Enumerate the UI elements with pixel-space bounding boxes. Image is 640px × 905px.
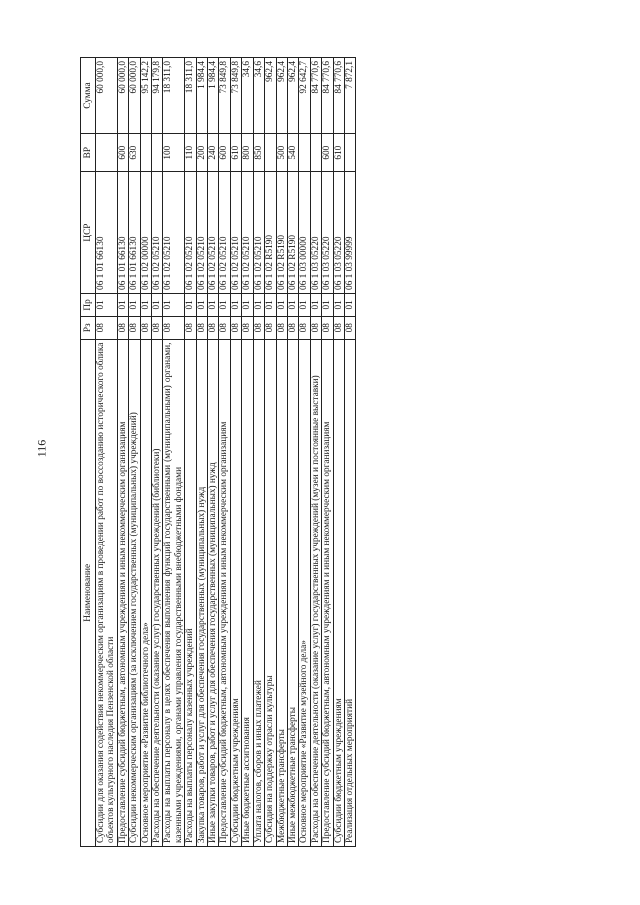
cell-csr: 06 1 02 00000 bbox=[140, 172, 151, 294]
cell-name: Иные бюджетные ассигнования bbox=[242, 339, 253, 846]
cell-sum: 1 984,4 bbox=[208, 58, 219, 134]
cell-rz: 08 bbox=[276, 316, 287, 339]
table-row bbox=[242, 58, 253, 847]
cell-name: Предоставление субсидий бюджетным, автономным учреждениям и иным некоммерческим организациям bbox=[117, 339, 128, 846]
cell-vr: 500 bbox=[276, 134, 287, 172]
cell-sum: 7 872,1 bbox=[344, 58, 355, 134]
table-row bbox=[310, 58, 321, 847]
table-row bbox=[140, 58, 151, 847]
table-row bbox=[299, 58, 310, 847]
cell-name: Межбюджетные трансферты bbox=[276, 339, 287, 846]
cell-vr: 800 bbox=[242, 134, 253, 172]
header-vr: ВР bbox=[81, 134, 96, 172]
cell-sum: 84 770,6 bbox=[310, 58, 321, 134]
table-row bbox=[287, 58, 298, 847]
cell-sum: 962,4 bbox=[276, 58, 287, 134]
cell-rz: 08 bbox=[344, 316, 355, 339]
cell-rz: 08 bbox=[140, 316, 151, 339]
cell-pr: 01 bbox=[265, 293, 276, 316]
rotated-page-content bbox=[80, 57, 560, 847]
table-body bbox=[96, 58, 356, 847]
cell-rz: 08 bbox=[242, 316, 253, 339]
cell-pr: 01 bbox=[253, 293, 264, 316]
cell-csr: 06 1 02 05210 bbox=[219, 172, 230, 294]
cell-name: Субсидии бюджетным учреждениям bbox=[230, 339, 241, 846]
cell-rz: 08 bbox=[333, 316, 344, 339]
header-name: Наименование bbox=[81, 339, 96, 846]
cell-rz: 08 bbox=[163, 316, 185, 339]
cell-sum: 1 984,4 bbox=[196, 58, 207, 134]
table-row bbox=[208, 58, 219, 847]
cell-vr: 610 bbox=[333, 134, 344, 172]
cell-name: Субсидии для оказания содействия некоммерческим организациям в проведении работ по воссозданию исторического облика объектов культурного наследия Пензенской области bbox=[96, 339, 118, 846]
cell-csr: 06 1 02 05210 bbox=[163, 172, 185, 294]
cell-sum: 18 311,0 bbox=[185, 58, 196, 134]
cell-name: Расходы на выплаты персоналу казенных учреждений bbox=[185, 339, 196, 846]
cell-vr: 100 bbox=[163, 134, 185, 172]
cell-rz: 08 bbox=[219, 316, 230, 339]
cell-vr: 600 bbox=[322, 134, 333, 172]
cell-name: Расходы на обеспечение деятельности (оказание услуг) государственных учреждений (музеи и постоянные выставки) bbox=[310, 339, 321, 846]
cell-rz: 08 bbox=[299, 316, 310, 339]
cell-name: Основное мероприятие «Развитие библиотечного дела» bbox=[140, 339, 151, 846]
table-row bbox=[152, 58, 163, 847]
cell-pr: 01 bbox=[322, 293, 333, 316]
table-row bbox=[117, 58, 128, 847]
cell-rz: 08 bbox=[96, 316, 118, 339]
cell-rz: 08 bbox=[253, 316, 264, 339]
cell-pr: 01 bbox=[276, 293, 287, 316]
cell-csr: 06 1 01 66130 bbox=[96, 172, 118, 294]
cell-name: Иные закупки товаров, работ и услуг для обеспечения государственных (муниципальных) нужд bbox=[208, 339, 219, 846]
cell-sum: 34,6 bbox=[253, 58, 264, 134]
cell-rz: 08 bbox=[322, 316, 333, 339]
cell-name: Предоставление субсидий бюджетным, автономным учреждениям и иным некоммерческим организациям bbox=[322, 339, 333, 846]
table-row bbox=[96, 58, 118, 847]
cell-vr: 630 bbox=[129, 134, 140, 172]
cell-csr: 06 1 02 R5190 bbox=[265, 172, 276, 294]
table-row bbox=[185, 58, 196, 847]
cell-csr: 06 1 01 66130 bbox=[117, 172, 128, 294]
cell-rz: 08 bbox=[185, 316, 196, 339]
cell-vr: 850 bbox=[253, 134, 264, 172]
cell-pr: 01 bbox=[287, 293, 298, 316]
header-rz: Рз bbox=[81, 316, 96, 339]
table-row bbox=[129, 58, 140, 847]
cell-vr: 240 bbox=[208, 134, 219, 172]
cell-sum: 73 849,8 bbox=[219, 58, 230, 134]
cell-vr: 540 bbox=[287, 134, 298, 172]
cell-csr: 06 1 02 05210 bbox=[242, 172, 253, 294]
cell-pr: 01 bbox=[140, 293, 151, 316]
table-row bbox=[253, 58, 264, 847]
cell-csr: 06 1 02 05210 bbox=[230, 172, 241, 294]
cell-csr: 06 1 03 99999 bbox=[344, 172, 355, 294]
cell-sum: 60 000,0 bbox=[129, 58, 140, 134]
cell-csr: 06 1 02 05210 bbox=[185, 172, 196, 294]
table-row bbox=[265, 58, 276, 847]
cell-csr: 06 1 01 66130 bbox=[129, 172, 140, 294]
cell-name: Расходы на выплаты персоналу в целях обеспечения выполнения функций государственными (муниципальными) органами, казенными учреждениями, органами управления государственными внебюджетными фондами bbox=[163, 339, 185, 846]
cell-sum: 18 311,0 bbox=[163, 58, 185, 134]
table-row bbox=[322, 58, 333, 847]
table-row bbox=[276, 58, 287, 847]
cell-sum: 962,4 bbox=[265, 58, 276, 134]
cell-pr: 01 bbox=[219, 293, 230, 316]
cell-pr: 01 bbox=[333, 293, 344, 316]
cell-name: Субсидия на поддержку отрасли культуры bbox=[265, 339, 276, 846]
cell-csr: 06 1 03 05220 bbox=[333, 172, 344, 294]
cell-vr: 610 bbox=[230, 134, 241, 172]
cell-csr: 06 1 02 R5190 bbox=[287, 172, 298, 294]
cell-vr: 110 bbox=[185, 134, 196, 172]
cell-pr: 01 bbox=[344, 293, 355, 316]
budget-table bbox=[80, 57, 356, 847]
page-number: 116 bbox=[34, 439, 49, 458]
cell-csr: 06 1 02 R5190 bbox=[276, 172, 287, 294]
cell-vr: 600 bbox=[219, 134, 230, 172]
cell-vr bbox=[265, 134, 276, 172]
cell-sum: 73 849,8 bbox=[230, 58, 241, 134]
table-header-row bbox=[81, 58, 96, 847]
cell-pr: 01 bbox=[299, 293, 310, 316]
cell-name: Предоставление субсидий бюджетным, автономным учреждениям и иным некоммерческим организациям bbox=[219, 339, 230, 846]
cell-vr bbox=[96, 134, 118, 172]
cell-sum: 84 770,6 bbox=[333, 58, 344, 134]
cell-csr: 06 1 03 05220 bbox=[310, 172, 321, 294]
cell-csr: 06 1 03 00000 bbox=[299, 172, 310, 294]
cell-pr: 01 bbox=[242, 293, 253, 316]
cell-name: Реализация отдельных мероприятий bbox=[344, 339, 355, 846]
cell-rz: 08 bbox=[287, 316, 298, 339]
table-row bbox=[196, 58, 207, 847]
cell-pr: 01 bbox=[129, 293, 140, 316]
cell-name: Закупка товаров, работ и услуг для обеспечения государственных (муниципальных) нужд bbox=[196, 339, 207, 846]
cell-pr: 01 bbox=[163, 293, 185, 316]
cell-pr: 01 bbox=[96, 293, 118, 316]
cell-rz: 08 bbox=[152, 316, 163, 339]
cell-csr: 06 1 02 05210 bbox=[196, 172, 207, 294]
cell-sum: 60 000,0 bbox=[96, 58, 118, 134]
cell-pr: 01 bbox=[310, 293, 321, 316]
cell-name: Расходы на обеспечение деятельности (оказание услуг) государственных учреждений (библиотеки) bbox=[152, 339, 163, 846]
cell-name: Уплата налогов, сборов и иных платежей bbox=[253, 339, 264, 846]
table-row bbox=[230, 58, 241, 847]
header-csr: ЦСР bbox=[81, 172, 96, 294]
header-pr: Пр bbox=[81, 293, 96, 316]
cell-vr bbox=[140, 134, 151, 172]
cell-vr bbox=[152, 134, 163, 172]
cell-pr: 01 bbox=[230, 293, 241, 316]
cell-rz: 08 bbox=[117, 316, 128, 339]
cell-pr: 01 bbox=[208, 293, 219, 316]
cell-name: Основное мероприятие «Развитие музейного дела» bbox=[299, 339, 310, 846]
cell-rz: 08 bbox=[208, 316, 219, 339]
cell-name: Субсидии некоммерческим организациям (за исключением государственных (муниципальных) учреждений) bbox=[129, 339, 140, 846]
table-row bbox=[219, 58, 230, 847]
header-sum: Сумма bbox=[81, 58, 96, 134]
cell-pr: 01 bbox=[152, 293, 163, 316]
cell-name: Субсидии бюджетным учреждениям bbox=[333, 339, 344, 846]
cell-sum: 34,6 bbox=[242, 58, 253, 134]
cell-sum: 94 179,8 bbox=[152, 58, 163, 134]
cell-vr: 600 bbox=[117, 134, 128, 172]
cell-pr: 01 bbox=[185, 293, 196, 316]
cell-pr: 01 bbox=[117, 293, 128, 316]
cell-pr: 01 bbox=[196, 293, 207, 316]
cell-csr: 06 1 02 05210 bbox=[253, 172, 264, 294]
cell-vr: 200 bbox=[196, 134, 207, 172]
cell-vr bbox=[344, 134, 355, 172]
cell-rz: 08 bbox=[129, 316, 140, 339]
cell-sum: 962,4 bbox=[287, 58, 298, 134]
table-row bbox=[344, 58, 355, 847]
table-row bbox=[333, 58, 344, 847]
cell-rz: 08 bbox=[230, 316, 241, 339]
cell-csr: 06 1 02 05210 bbox=[208, 172, 219, 294]
cell-name: Иные межбюджетные трансферты bbox=[287, 339, 298, 846]
cell-csr: 06 1 02 05210 bbox=[152, 172, 163, 294]
cell-rz: 08 bbox=[310, 316, 321, 339]
cell-csr: 06 1 03 05220 bbox=[322, 172, 333, 294]
cell-rz: 08 bbox=[265, 316, 276, 339]
table-row bbox=[163, 58, 185, 847]
cell-vr bbox=[310, 134, 321, 172]
cell-sum: 92 642,7 bbox=[299, 58, 310, 134]
cell-vr bbox=[299, 134, 310, 172]
cell-sum: 84 770,6 bbox=[322, 58, 333, 134]
cell-sum: 95 142,2 bbox=[140, 58, 151, 134]
cell-sum: 60 000,0 bbox=[117, 58, 128, 134]
cell-rz: 08 bbox=[196, 316, 207, 339]
